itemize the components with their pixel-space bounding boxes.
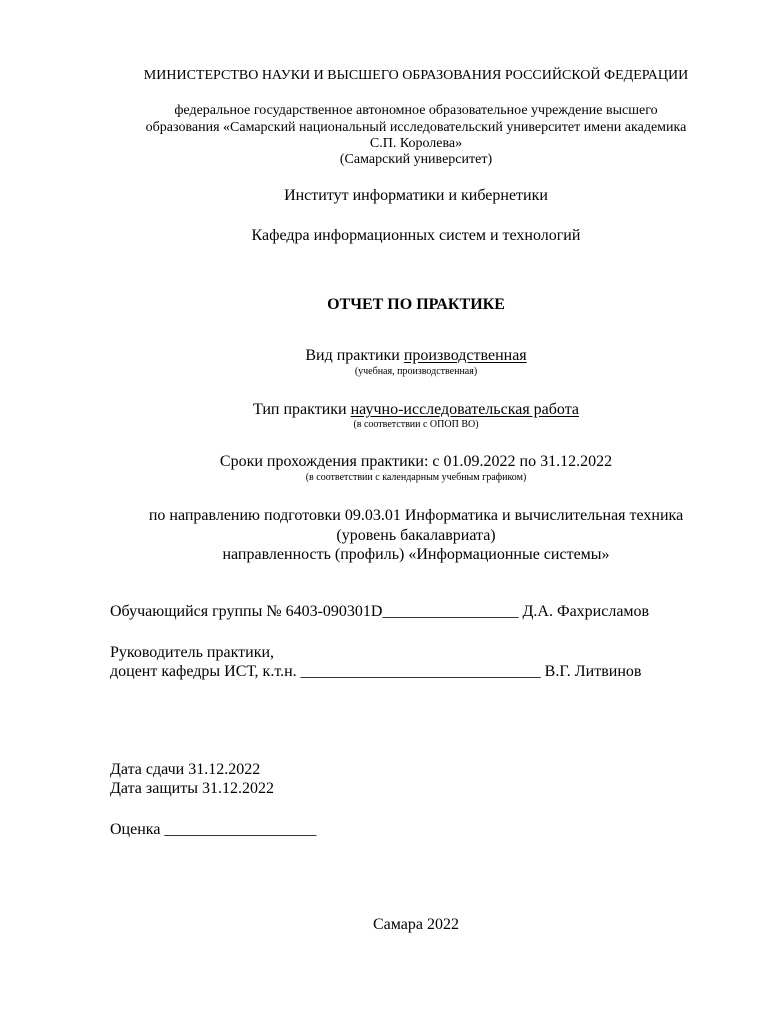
- direction-line-1: по направлению подготовки 09.03.01 Информатика и вычислительная техника: [148, 507, 684, 524]
- org-line-2: образования «Самарский национальный исследовательский университет имени академика: [145, 120, 687, 135]
- supervisor-name: В.Г. Литвинов: [540, 663, 642, 680]
- supervisor-signature-blank: ______________________________: [300, 663, 541, 680]
- practice-dates-hint: (в соответствии с календарным учебным графиком): [305, 472, 527, 483]
- practice-kind-value: производственная: [403, 347, 527, 364]
- org-line-1: федеральное государственное автономное образовательное учреждение высшего: [174, 103, 658, 118]
- grade-label: Оценка: [110, 821, 165, 838]
- supervisor-signature-line: [110, 664, 641, 680]
- direction-line-3: направленность (профиль) «Информационные системы»: [222, 546, 610, 563]
- ministry-heading: МИНИСТЕРСТВО НАУКИ И ВЫСШЕГО ОБРАЗОВАНИЯ РОССИЙСКОЙ ФЕДЕРАЦИИ: [143, 68, 689, 83]
- student-label: Обучающийся группы № 6403-090301D: [110, 603, 383, 620]
- grade-line: [110, 822, 316, 838]
- practice-kind: [0, 348, 768, 364]
- department-name: Кафедра информационных систем и технологий: [251, 227, 581, 244]
- supervisor-title: Руководитель практики,: [110, 644, 275, 661]
- student-signature-line: [110, 604, 649, 620]
- practice-type-hint: (в соответствии с ОПОП ВО): [353, 419, 479, 430]
- org-line-3: С.П. Королева»: [369, 136, 463, 151]
- org-short-name: (Самарский университет): [339, 152, 493, 167]
- report-title: ОТЧЕТ ПО ПРАКТИКЕ: [327, 296, 505, 313]
- city-year: Самара 2022: [373, 916, 459, 933]
- student-name: Д.А. Фахрисламов: [518, 603, 650, 620]
- practice-type: [0, 402, 768, 418]
- practice-kind-label: Вид практики: [305, 347, 404, 364]
- practice-dates: Сроки прохождения практики: с 01.09.2022 по 31.12.2022: [219, 453, 613, 470]
- direction-line-2: (уровень бакалавриата): [336, 527, 496, 544]
- practice-type-value: научно-исследовательская работа: [350, 401, 579, 418]
- defense-date: Дата защиты 31.12.2022: [110, 780, 274, 797]
- practice-kind-hint: (учебная, производственная): [354, 366, 478, 377]
- practice-type-label: Тип практики: [252, 401, 351, 418]
- grade-blank: ___________________: [164, 821, 317, 838]
- supervisor-label: доцент кафедры ИСТ, к.т.н.: [110, 663, 301, 680]
- student-signature-blank: _________________: [382, 603, 519, 620]
- submit-date: Дата сдачи 31.12.2022: [110, 761, 261, 778]
- institute-name: Институт информатики и кибернетики: [284, 187, 548, 204]
